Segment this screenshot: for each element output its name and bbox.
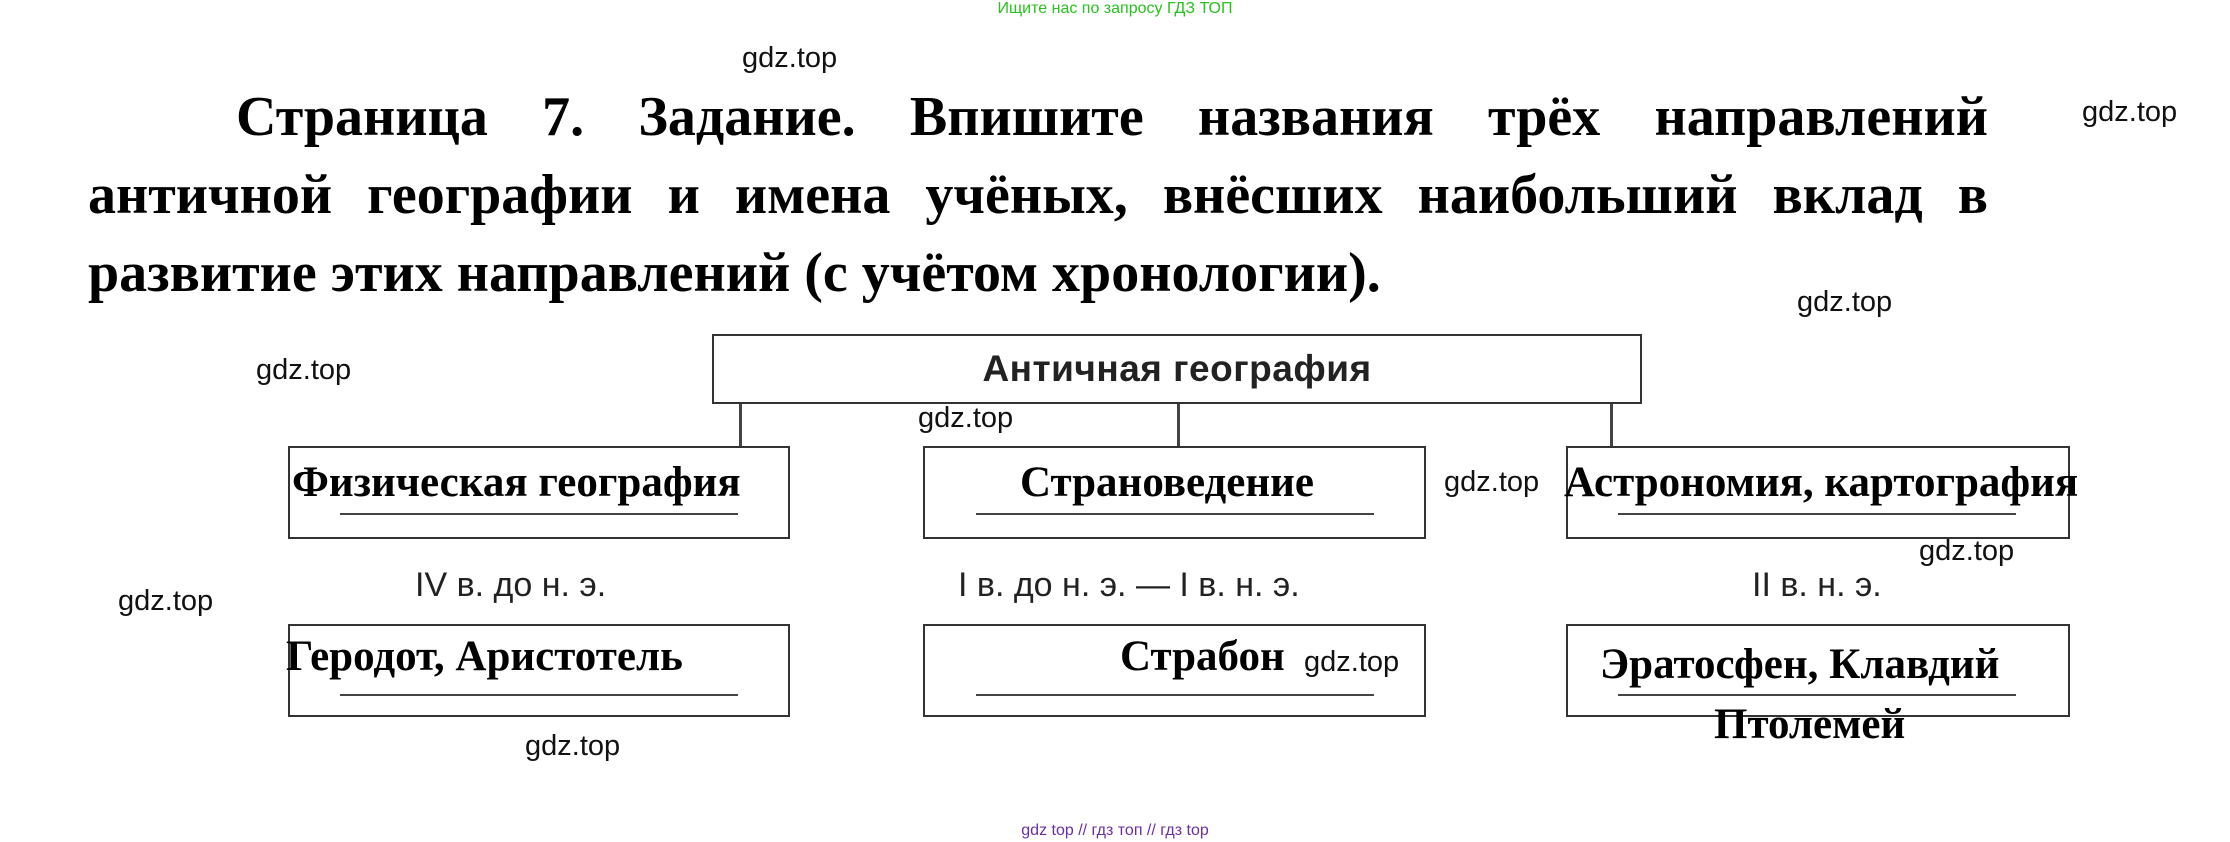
answer-underline [976, 513, 1374, 515]
scientists-label: Страбон [1120, 633, 1285, 680]
diagram-root-box [712, 334, 1642, 404]
watermark: gdz.top [118, 585, 214, 617]
era-label: IV в. до н. э. [415, 566, 607, 604]
footer-links: gdz top // гдз топ // гдз top [1021, 822, 1209, 839]
connector-line [1177, 404, 1180, 448]
site-note: Ищите нас по запросу ГДЗ ТОП [997, 0, 1233, 17]
watermark: gdz.top [2082, 96, 2178, 128]
watermark: gdz.top [256, 354, 352, 386]
answer-underline [1618, 694, 2016, 696]
task-title: Страница 7. Задание. Впишите названия трёх направлений античной географии и имена учёных, внёсших наибольший вклад в развитие этих направлений (с учётом хронологии). [88, 86, 1988, 304]
connector-line [1610, 404, 1613, 448]
era-label: II в. н. э. [1752, 566, 1882, 604]
watermark: gdz.top [1919, 535, 2015, 567]
watermark: gdz.top [742, 42, 838, 74]
watermark: gdz.top [918, 402, 1014, 434]
answer-underline [976, 694, 1374, 696]
diagram-root-label: Античная география [982, 348, 1372, 389]
direction-label: Физическая география [292, 459, 741, 506]
answer-underline [340, 513, 738, 515]
watermark: gdz.top [1444, 466, 1540, 498]
direction-label: Астрономия, картография [1564, 459, 2079, 506]
watermark: gdz.top [1304, 646, 1400, 678]
answer-underline [1618, 513, 2016, 515]
connector-line [739, 404, 742, 448]
era-label: I в. до н. э. — I в. н. э. [958, 566, 1300, 604]
scientists-label: Птолемей [1714, 701, 1906, 748]
watermark: gdz.top [1797, 286, 1893, 318]
scientists-label: Эратосфен, Клавдий [1600, 641, 2000, 688]
watermark: gdz.top [525, 730, 621, 762]
direction-label: Страноведение [1020, 459, 1314, 506]
scientists-label: Геродот, Аристотель [286, 633, 683, 680]
answer-underline [340, 694, 738, 696]
